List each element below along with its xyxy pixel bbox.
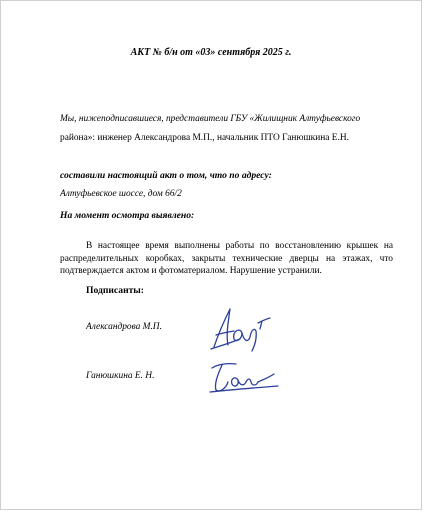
signatory-name-2: Ганюшкина Е. Н. xyxy=(86,371,155,381)
inspection-body: В настоящее время выполнены работы по восстановлению крышек на распределительных коробках, закрыты технические дверцы на этажах, что подтверждается актом и фотоматериалом. Нарушение устранили. xyxy=(60,241,393,277)
address-text: Алтуфьевское шоссе, дом 66/2 xyxy=(60,189,182,199)
act-title: АКТ № б/н от «03» сентября 2025 г. xyxy=(130,47,292,58)
inspection-heading: На момент осмотра выявлено: xyxy=(60,210,195,221)
intro-italic-text: Мы, нижеподписавшиеся, представители ГБУ «Жилищник Алтуфьевского xyxy=(60,114,361,124)
signature-2-icon xyxy=(204,356,284,396)
signers-heading: Подписанты: xyxy=(86,285,144,296)
signature-1-icon xyxy=(204,301,274,353)
compiled-heading: составили настоящий акт о том, что по адресу: xyxy=(60,170,272,181)
intro-paragraph xyxy=(60,110,380,148)
intro-rest-text: района»: инженер Александрова М.П., начальник ПТО Ганюшкина Е.Н. xyxy=(60,133,349,143)
signatory-name-1: Александрова М.П. xyxy=(86,322,162,332)
